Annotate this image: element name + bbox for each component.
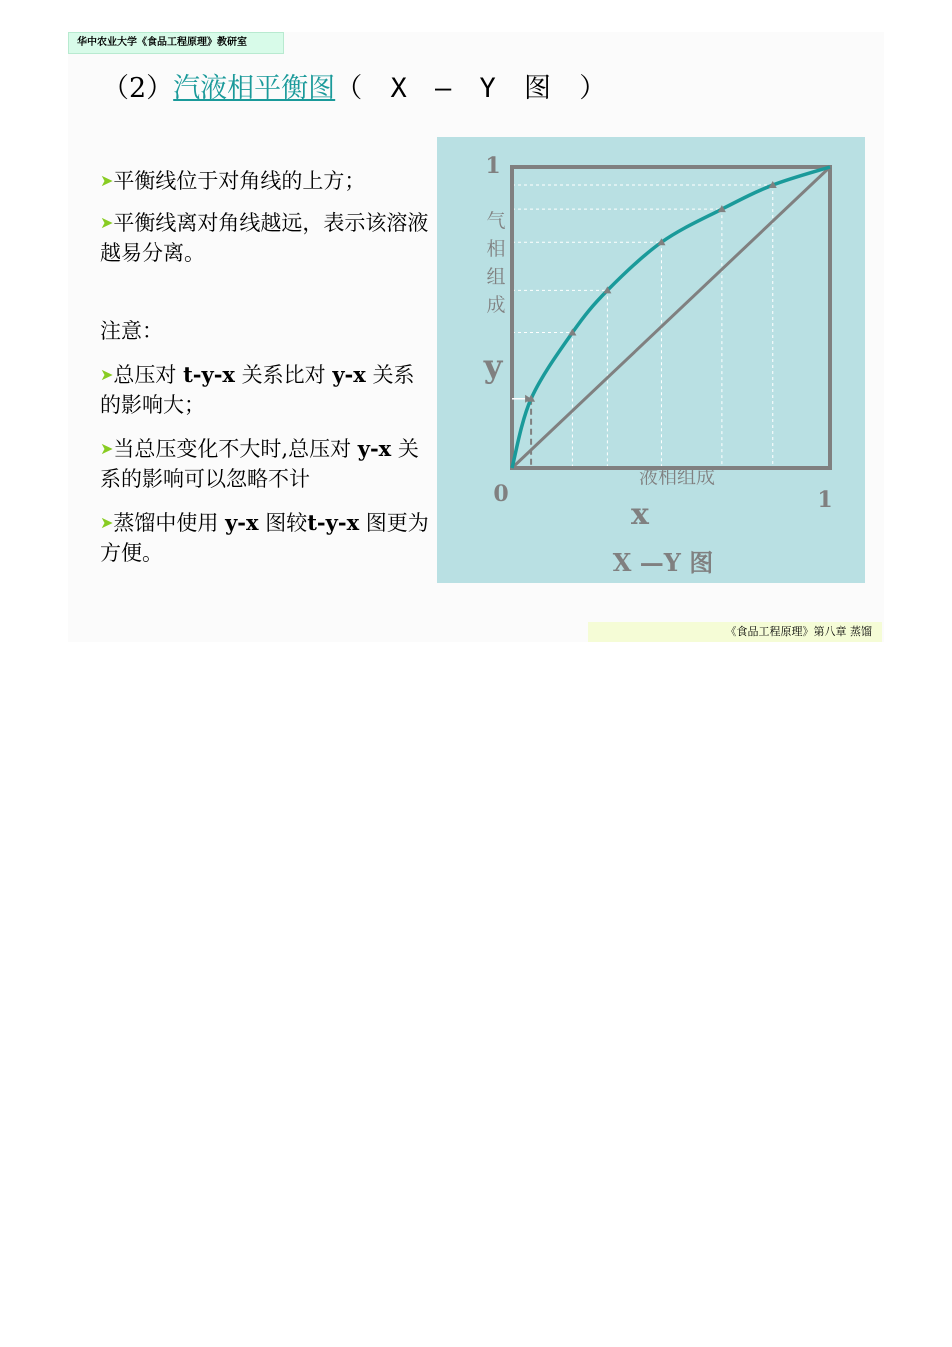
bullet-item: ➤平衡线离对角线越远，表示该溶液越易分离。 <box>100 211 429 265</box>
y-axis-desc-char: 相 <box>486 238 506 260</box>
x-axis-desc: 液相组成 <box>638 466 716 488</box>
bullet-arrow-icon: ➤ <box>100 439 114 458</box>
bullet-item: ➤总压对 t-y-x 关系比对 y-x 关系的影响大； <box>100 362 415 417</box>
footer-tag: 《食品工程原理》第八章 蒸馏 <box>588 622 882 642</box>
slide-title <box>102 66 612 105</box>
x-axis-symbol: x <box>631 497 649 532</box>
title-rest: （ X — Y 图 ） <box>335 73 613 104</box>
bullet-item: ➤当总压变化不大时,总压对 y-x 关系的影响可以忽略不计 <box>100 436 419 491</box>
bullet-list <box>100 166 430 568</box>
chart-caption: X —Y 图 <box>612 548 714 577</box>
note-label: 注意： <box>100 319 163 343</box>
bullet-arrow-icon: ➤ <box>100 171 114 190</box>
y-axis-desc-char: 成 <box>486 294 506 316</box>
y-axis-desc-char: 气 <box>486 210 506 232</box>
title-link[interactable]: 汽液相平衡图 <box>173 73 336 104</box>
origin-label: 0 <box>493 481 509 507</box>
header-tag: 华中农业大学《食品工程原理》教研室 <box>68 32 284 54</box>
title-prefix: （2） <box>102 73 174 104</box>
diagonal-line <box>512 167 830 468</box>
y-axis-symbol: y <box>483 347 503 385</box>
guide-lines <box>512 185 773 468</box>
xy-chart <box>437 137 865 583</box>
bullet-arrow-icon: ➤ <box>100 213 114 232</box>
bullet-item: ➤蒸馏中使用 y-x 图较t-y-x 图更为方便。 <box>100 510 429 565</box>
y-axis-desc-char: 组 <box>486 266 506 288</box>
xy-chart-panel <box>437 137 865 583</box>
curve-markers <box>527 181 777 402</box>
bullet-arrow-icon: ➤ <box>100 513 114 532</box>
bullet-arrow-icon: ➤ <box>100 365 114 384</box>
bullet-item: ➤平衡线位于对角线的上方； <box>100 169 366 193</box>
x-tick-1: 1 <box>817 487 833 513</box>
y-tick-1: 1 <box>485 153 501 179</box>
